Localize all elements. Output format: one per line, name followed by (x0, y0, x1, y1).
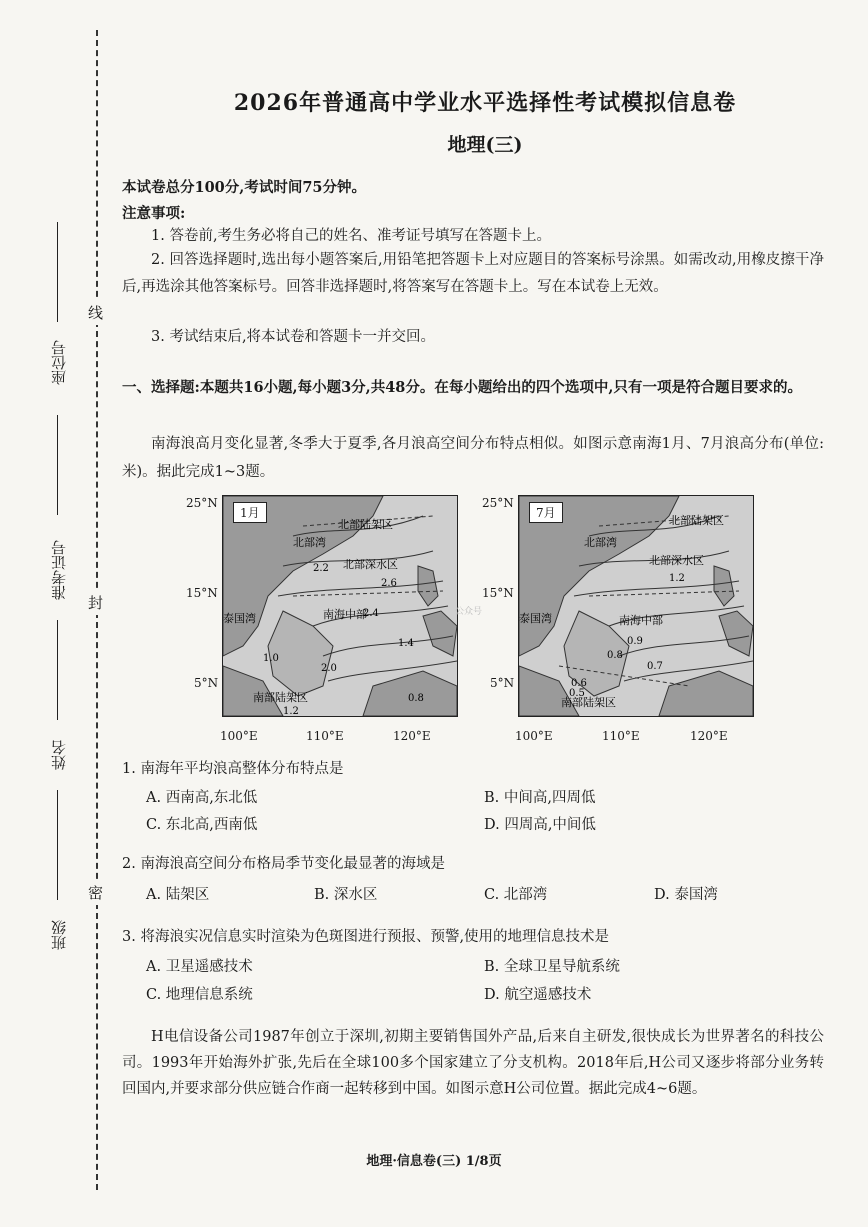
jan-value-1-0: 1.0 (263, 653, 279, 664)
q3-option-a[interactable]: A. 卫星遥感技术 (146, 959, 253, 975)
paper-title: 2026年普通高中学业水平选择性考试模拟信息卷 (233, 90, 737, 116)
jul-value-0-6: 0.6 (571, 678, 587, 689)
jul-value-0-7: 0.7 (647, 661, 663, 672)
paper-subtitle: 地理(三) (447, 134, 523, 156)
q2-option-b[interactable]: B. 深水区 (314, 887, 378, 903)
class-line (57, 790, 58, 900)
notice-item-2: 2. 回答选择题时,选出每小题答案后,用铅笔把答题卡上对应题目的答案标号涂黑。如需改动,用橡皮擦干净后,再选涂其他答案标号。回答非选择题时,将答案写在答题卡上。写在本试卷上无效。 (122, 252, 824, 295)
jul-region-south-shelf: 南部陆架区 (561, 696, 616, 709)
jan-region-thai: 泰国湾 (223, 612, 256, 625)
jul-lat-5: 5°N (490, 676, 515, 690)
exam-id-line (57, 415, 58, 515)
q1-option-d[interactable]: D. 四周高,中间低 (484, 817, 596, 833)
jul-region-deep: 北部深水区 (649, 554, 704, 567)
jul-region-thai: 泰国湾 (519, 612, 552, 625)
jul-value-0-8: 0.8 (607, 650, 623, 661)
question-3-stem: 3. 将海浪实况信息实时渲染为色斑图进行预报、预警,使用的地理信息技术是 (122, 929, 610, 945)
passage-4-6: H电信设备公司1987年创立于深圳,初期主要销售国外产品,后来自主研发,很快成长为世界著名的科技公司。1993年开始海外扩张,先后在全球100多个国家建立了分支机构。2018年后,H公司又逐步将部分业务转回国内,并要求部分供应链合作商一起转移到中国。如图示意H公司位置。据此完成4~6题。 (122, 1029, 824, 1097)
jan-region-north-shelf: 北部湾 (293, 536, 326, 549)
jan-value-2-0: 2.0 (321, 663, 337, 674)
q3-option-b[interactable]: B. 全球卫星导航系统 (484, 959, 620, 975)
jan-value-1-2: 1.2 (283, 706, 299, 716)
jul-region-gulf: 北部湾 (584, 536, 617, 549)
jan-lon-100: 100°E (220, 729, 258, 743)
jan-lon-110: 110°E (306, 729, 344, 743)
notice-item-3: 3. 考试结束后,将本试卷和答题卡一并交回。 (151, 329, 436, 345)
seat-number-label: 座位号 (50, 340, 68, 385)
jul-region-central: 南海中部 (619, 614, 663, 627)
jan-value-2-2: 2.2 (313, 563, 329, 574)
q2-option-c[interactable]: C. 北部湾 (484, 887, 548, 903)
section-heading: 一、选择题:本题共16小题,每小题3分,共48分。在每小题给出的四个选项中,只有一项是符合题目要求的。 (122, 379, 802, 396)
jan-value-0-8: 0.8 (408, 693, 424, 704)
jul-value-1-2: 1.2 (669, 573, 685, 584)
wave-map-january-drawing (223, 496, 457, 716)
q2-option-a[interactable]: A. 陆架区 (146, 887, 210, 903)
question-1-stem: 1. 南海年平均浪高整体分布特点是 (122, 761, 344, 777)
jul-lat-15: 15°N (482, 586, 514, 600)
jan-region-south-shelf: 南部陆架区 (253, 691, 308, 704)
jul-value-0-9: 0.9 (627, 636, 643, 647)
jul-region-shelf: 北部陆架区 (669, 514, 724, 527)
jan-region-deep: 北部深水区 (343, 558, 398, 571)
jan-lon-120: 120°E (393, 729, 431, 743)
jan-value-1-4: 1.4 (398, 638, 414, 649)
q1-option-b[interactable]: B. 中间高,四周低 (484, 790, 596, 806)
notice-item-1: 1. 答卷前,考生务必将自己的姓名、准考证号填写在答题卡上。 (151, 228, 552, 244)
jan-lat-15: 15°N (186, 586, 218, 600)
map-tag-january: 1月 (233, 502, 267, 523)
jul-lon-100: 100°E (515, 729, 553, 743)
name-label: 姓名 (50, 740, 68, 770)
wave-map-january (222, 495, 458, 717)
jul-value-0-5: 0.5 (569, 688, 585, 699)
watermark: 公众号 (455, 607, 483, 617)
question-stem-1-3: 南海浪高月变化显著,冬季大于夏季,各月浪高空间分布特点相似。如图示意南海1月、7月浪高分布(单位:米)。据此完成1~3题。 (122, 436, 824, 480)
class-label: 班级 (50, 920, 68, 950)
wave-map-july-drawing (519, 496, 753, 716)
exam-summary: 本试卷总分100分,考试时间75分钟。 (122, 179, 366, 196)
page-footer: 地理·信息卷(三) 1/8页 (366, 1154, 502, 1169)
q2-option-d[interactable]: D. 泰国湾 (654, 887, 718, 903)
jan-region-shelf: 北部陆架区 (338, 518, 393, 531)
wave-map-july (518, 495, 754, 717)
cut-mark-close: 密 (88, 880, 103, 905)
q3-option-c[interactable]: C. 地理信息系统 (146, 987, 253, 1003)
notice-title: 注意事项: (122, 205, 186, 222)
q3-option-d[interactable]: D. 航空遥感技术 (484, 987, 592, 1003)
jan-region-central: 南海中部 (323, 608, 367, 621)
cut-mark-seal: 封 (88, 590, 103, 615)
q1-option-a[interactable]: A. 西南高,东北低 (146, 790, 258, 806)
jan-lat-5: 5°N (194, 676, 219, 690)
jul-lon-110: 110°E (602, 729, 640, 743)
jul-lon-120: 120°E (690, 729, 728, 743)
jan-value-2-6: 2.6 (381, 578, 397, 589)
cut-mark-line: 线 (88, 300, 103, 325)
question-2-stem: 2. 南海浪高空间分布格局季节变化最显著的海域是 (122, 856, 445, 872)
q1-option-c[interactable]: C. 东北高,西南低 (146, 817, 258, 833)
seat-number-line (57, 222, 58, 322)
map-tag-july: 7月 (529, 502, 563, 523)
jul-lat-25: 25°N (482, 496, 514, 510)
jan-lat-25: 25°N (186, 496, 218, 510)
jan-value-2-4: 2.4 (363, 608, 379, 619)
name-line (57, 620, 58, 720)
exam-id-label: 准考证号 (50, 540, 68, 600)
